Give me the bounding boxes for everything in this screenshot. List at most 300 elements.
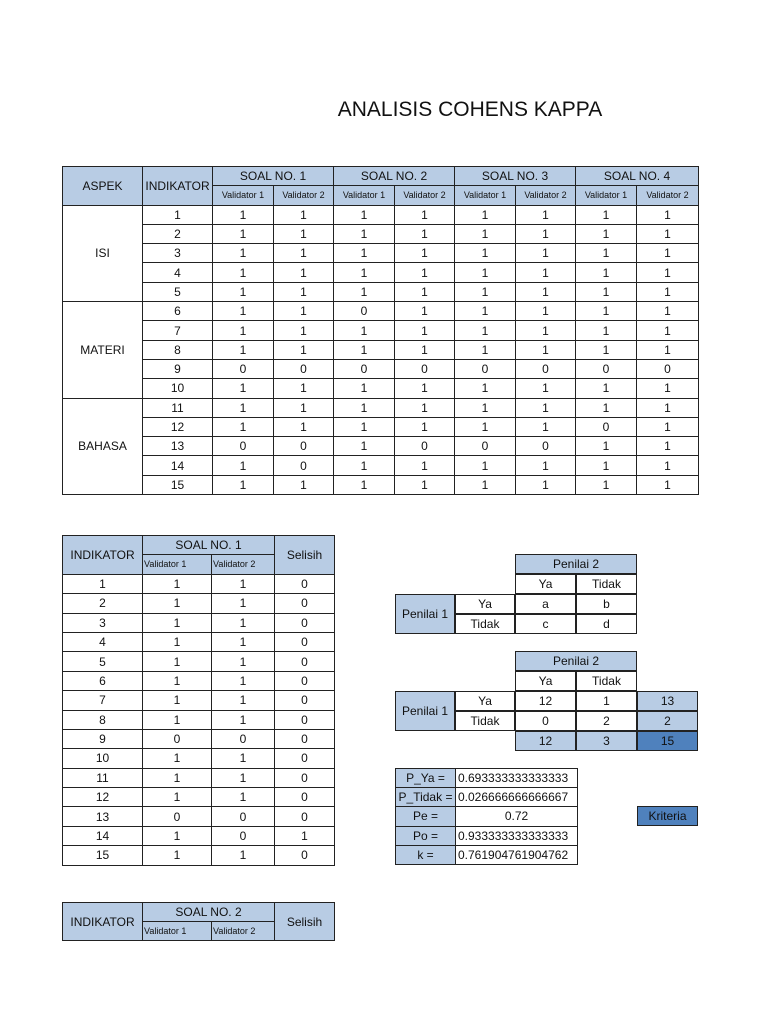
score-cell: 1 — [516, 302, 576, 321]
soal-header: SOAL NO. 2 — [143, 903, 275, 922]
table-row — [63, 846, 335, 865]
validator1-cell: 1 — [143, 788, 212, 807]
score-cell: 1 — [274, 205, 334, 224]
indikator-cell: 15 — [143, 475, 213, 494]
tidak-label: Tidak — [455, 711, 515, 731]
score-cell: 1 — [637, 456, 699, 475]
validator2-cell: 1 — [212, 710, 275, 729]
contingency-values-table — [395, 651, 698, 751]
validator2-cell: 1 — [212, 671, 275, 690]
score-cell: 1 — [213, 456, 274, 475]
score-cell: 1 — [334, 437, 395, 456]
score-cell: 1 — [213, 244, 274, 263]
score-cell: 1 — [334, 398, 395, 417]
selisih-cell: 0 — [275, 729, 335, 748]
score-cell: 1 — [274, 379, 334, 398]
indikator-cell: 10 — [143, 379, 213, 398]
score-cell: 1 — [516, 282, 576, 301]
soal-header: SOAL NO. 2 — [334, 167, 455, 186]
score-cell: 1 — [213, 263, 274, 282]
selisih-cell: 0 — [275, 749, 335, 768]
soal-header: SOAL NO. 3 — [455, 167, 576, 186]
score-cell: 1 — [637, 302, 699, 321]
aspek-cell: ISI — [63, 205, 143, 301]
validator1-cell: 1 — [143, 671, 212, 690]
row-total: 2 — [637, 711, 698, 731]
score-cell: 1 — [637, 244, 699, 263]
validator2-cell: 1 — [212, 574, 275, 593]
selisih-header: Selisih — [275, 536, 335, 575]
score-cell: 1 — [576, 398, 637, 417]
score-cell: 1 — [334, 282, 395, 301]
indikator-cell: 8 — [143, 340, 213, 359]
validator1-cell: 1 — [143, 613, 212, 632]
stat-label: Pe = — [396, 807, 456, 826]
table-row — [63, 475, 699, 494]
stat-value: 0.933333333333333 — [456, 826, 578, 845]
validator2-cell: 1 — [212, 613, 275, 632]
validator1-cell: 1 — [143, 846, 212, 865]
score-cell: 0 — [274, 456, 334, 475]
kriteria-label: Kriteria — [638, 807, 698, 826]
table-row — [63, 632, 335, 651]
stat-row — [396, 826, 578, 845]
validator-header: Validator 1 — [213, 186, 274, 205]
selisih-cell: 0 — [275, 710, 335, 729]
indikator-cell: 6 — [63, 671, 143, 690]
score-cell: 0 — [334, 359, 395, 378]
score-cell: 1 — [637, 475, 699, 494]
score-cell: 1 — [576, 244, 637, 263]
score-cell: 1 — [576, 340, 637, 359]
score-cell: 1 — [334, 244, 395, 263]
score-cell: 1 — [576, 456, 637, 475]
table-row — [63, 417, 699, 436]
score-cell: 1 — [455, 205, 516, 224]
score-cell: 0 — [455, 359, 516, 378]
validator-header: Validator 1 — [143, 922, 212, 941]
validator-header: Validator 1 — [576, 186, 637, 205]
indikator-cell: 8 — [63, 710, 143, 729]
validator2-cell: 1 — [212, 749, 275, 768]
score-cell: 0 — [395, 437, 455, 456]
score-cell: 0 — [455, 437, 516, 456]
validator2-cell: 0 — [212, 807, 275, 826]
score-cell: 1 — [213, 321, 274, 340]
soal1-selisih-table — [62, 535, 335, 866]
penilai1-header: Penilai 1 — [395, 691, 455, 731]
ya-label: Ya — [455, 594, 515, 614]
validator-header: Validator 2 — [212, 922, 275, 941]
indikator-cell: 11 — [143, 398, 213, 417]
validator-header: Validator 2 — [274, 186, 334, 205]
score-cell: 1 — [274, 302, 334, 321]
indikator-cell: 14 — [63, 826, 143, 845]
score-cell: 1 — [516, 475, 576, 494]
table-row — [63, 456, 699, 475]
validator1-cell: 1 — [143, 574, 212, 593]
validator2-cell: 1 — [212, 788, 275, 807]
score-cell: 1 — [274, 475, 334, 494]
selisih-cell: 0 — [275, 632, 335, 651]
indikator-cell: 6 — [143, 302, 213, 321]
score-cell: 1 — [516, 340, 576, 359]
score-cell: 1 — [637, 417, 699, 436]
score-cell: 1 — [637, 340, 699, 359]
ya-header: Ya — [515, 574, 576, 594]
score-cell: 1 — [455, 340, 516, 359]
indikator-cell: 10 — [63, 749, 143, 768]
score-cell: 1 — [274, 321, 334, 340]
indikator-cell: 5 — [63, 652, 143, 671]
soal-header: SOAL NO. 1 — [213, 167, 334, 186]
score-cell: 1 — [576, 321, 637, 340]
indikator-cell: 1 — [63, 574, 143, 593]
score-cell: 0 — [516, 359, 576, 378]
table-row — [63, 594, 335, 613]
kriteria-box — [637, 806, 698, 826]
indikator-cell: 1 — [143, 205, 213, 224]
indikator-cell: 14 — [143, 456, 213, 475]
score-cell: 1 — [455, 321, 516, 340]
selisih-header: Selisih — [275, 903, 335, 941]
score-cell: 0 — [395, 359, 455, 378]
indikator-cell: 2 — [143, 224, 213, 243]
table-row — [63, 671, 335, 690]
indikator-cell: 5 — [143, 282, 213, 301]
score-cell: 1 — [334, 340, 395, 359]
score-cell: 1 — [334, 224, 395, 243]
score-cell: 1 — [213, 302, 274, 321]
score-cell: 1 — [516, 398, 576, 417]
score-cell: 1 — [395, 205, 455, 224]
validator2-cell: 0 — [212, 826, 275, 845]
table-row — [63, 359, 699, 378]
penilai2-header: Penilai 2 — [515, 651, 637, 671]
score-cell: 1 — [395, 456, 455, 475]
validator-header: Validator 1 — [334, 186, 395, 205]
score-cell: 1 — [455, 379, 516, 398]
score-cell: 1 — [395, 340, 455, 359]
score-cell: 1 — [516, 205, 576, 224]
score-cell: 1 — [274, 224, 334, 243]
cell-a: a — [515, 594, 576, 614]
indikator-cell: 11 — [63, 768, 143, 787]
score-cell: 1 — [213, 340, 274, 359]
table-row — [63, 652, 335, 671]
score-cell: 1 — [637, 398, 699, 417]
indikator-cell: 13 — [63, 807, 143, 826]
tidak-label: Tidak — [455, 614, 515, 634]
score-cell: 1 — [455, 302, 516, 321]
indikator-header: INDIKATOR — [63, 903, 143, 941]
tidak-header: Tidak — [576, 671, 637, 691]
selisih-cell: 0 — [275, 594, 335, 613]
score-cell: 1 — [213, 475, 274, 494]
score-cell: 1 — [516, 456, 576, 475]
table-row — [63, 788, 335, 807]
score-cell: 0 — [576, 417, 637, 436]
score-cell: 1 — [516, 244, 576, 263]
indikator-cell: 3 — [143, 244, 213, 263]
score-cell: 1 — [213, 205, 274, 224]
indikator-header: INDIKATOR — [143, 167, 213, 206]
score-cell: 1 — [334, 456, 395, 475]
selisih-cell: 0 — [275, 613, 335, 632]
stat-value: 0.693333333333333 — [456, 769, 578, 788]
selisih-cell: 0 — [275, 768, 335, 787]
indikator-cell: 15 — [63, 846, 143, 865]
table-row — [63, 398, 699, 417]
score-cell: 1 — [516, 321, 576, 340]
validator2-cell: 1 — [212, 691, 275, 710]
validator-header: Validator 2 — [637, 186, 699, 205]
score-cell: 1 — [455, 224, 516, 243]
score-cell: 1 — [395, 224, 455, 243]
score-cell: 1 — [395, 417, 455, 436]
validator1-cell: 1 — [143, 632, 212, 651]
score-cell: 0 — [274, 359, 334, 378]
cell-d: d — [576, 614, 637, 634]
score-cell: 1 — [395, 263, 455, 282]
grand-total: 15 — [637, 731, 698, 751]
col-total: 12 — [515, 731, 576, 751]
table-row — [63, 574, 335, 593]
selisih-cell: 1 — [275, 826, 335, 845]
score-cell: 1 — [516, 379, 576, 398]
score-cell: 0 — [334, 302, 395, 321]
score-cell: 1 — [274, 263, 334, 282]
indikator-cell: 7 — [143, 321, 213, 340]
main-validation-table — [62, 166, 699, 495]
kappa-stats-table — [395, 768, 578, 865]
table-row — [63, 205, 699, 224]
validator1-cell: 1 — [143, 826, 212, 845]
score-cell: 1 — [395, 321, 455, 340]
score-cell: 1 — [637, 282, 699, 301]
score-cell: 1 — [637, 321, 699, 340]
stat-value: 0.761904761904762 — [456, 845, 578, 864]
selisih-cell: 0 — [275, 652, 335, 671]
table-row — [63, 244, 699, 263]
score-cell: 1 — [455, 417, 516, 436]
score-cell: 1 — [637, 437, 699, 456]
table-row — [63, 768, 335, 787]
stat-value: 0.026666666666667 — [456, 788, 578, 807]
score-cell: 1 — [334, 263, 395, 282]
table-row — [63, 710, 335, 729]
score-cell: 1 — [455, 398, 516, 417]
score-cell: 1 — [516, 224, 576, 243]
ya-header: Ya — [515, 671, 576, 691]
score-cell: 1 — [637, 224, 699, 243]
soal-header: SOAL NO. 1 — [143, 536, 275, 555]
validator1-cell: 0 — [143, 729, 212, 748]
selisih-cell: 0 — [275, 574, 335, 593]
indikator-cell: 13 — [143, 437, 213, 456]
validator1-cell: 1 — [143, 691, 212, 710]
score-cell: 1 — [516, 417, 576, 436]
score-cell: 0 — [576, 359, 637, 378]
validator2-cell: 1 — [212, 652, 275, 671]
indikator-cell: 9 — [143, 359, 213, 378]
table-row — [63, 807, 335, 826]
indikator-cell: 4 — [143, 263, 213, 282]
indikator-cell: 9 — [63, 729, 143, 748]
score-cell: 1 — [334, 321, 395, 340]
score-cell: 1 — [213, 417, 274, 436]
score-cell: 1 — [334, 417, 395, 436]
score-cell: 1 — [213, 398, 274, 417]
score-cell: 1 — [395, 475, 455, 494]
cell-b-value: 1 — [576, 691, 637, 711]
validator2-cell: 1 — [212, 594, 275, 613]
validator2-cell: 1 — [212, 768, 275, 787]
table-row — [63, 340, 699, 359]
score-cell: 1 — [637, 205, 699, 224]
score-cell: 1 — [395, 244, 455, 263]
table-row — [63, 691, 335, 710]
validator1-cell: 1 — [143, 749, 212, 768]
validator1-cell: 1 — [143, 768, 212, 787]
score-cell: 1 — [274, 244, 334, 263]
table-row — [63, 282, 699, 301]
row-total: 13 — [637, 691, 698, 711]
score-cell: 1 — [213, 282, 274, 301]
indikator-cell: 4 — [63, 632, 143, 651]
score-cell: 1 — [334, 475, 395, 494]
stat-row — [396, 845, 578, 864]
score-cell: 1 — [395, 379, 455, 398]
selisih-cell: 0 — [275, 691, 335, 710]
indikator-cell: 12 — [63, 788, 143, 807]
indikator-cell: 3 — [63, 613, 143, 632]
validator1-cell: 1 — [143, 710, 212, 729]
table-row — [63, 613, 335, 632]
cell-a-value: 12 — [515, 691, 576, 711]
table-row — [63, 749, 335, 768]
indikator-header: INDIKATOR — [63, 536, 143, 575]
score-cell: 1 — [455, 244, 516, 263]
stat-label: P_Tidak = — [396, 788, 456, 807]
validator-header: Validator 1 — [143, 555, 212, 574]
score-cell: 1 — [334, 379, 395, 398]
score-cell: 1 — [274, 398, 334, 417]
score-cell: 0 — [274, 437, 334, 456]
page-title: ANALISIS COHENS KAPPA — [337, 98, 603, 121]
score-cell: 1 — [576, 205, 637, 224]
score-cell: 1 — [576, 263, 637, 282]
table-row — [63, 263, 699, 282]
score-cell: 1 — [637, 263, 699, 282]
indikator-cell: 12 — [143, 417, 213, 436]
selisih-cell: 0 — [275, 788, 335, 807]
aspek-cell: MATERI — [63, 302, 143, 398]
table-row — [63, 826, 335, 845]
score-cell: 1 — [576, 379, 637, 398]
table-row — [63, 379, 699, 398]
selisih-cell: 0 — [275, 671, 335, 690]
validator1-cell: 1 — [143, 652, 212, 671]
score-cell: 1 — [576, 302, 637, 321]
score-cell: 1 — [274, 282, 334, 301]
score-cell: 1 — [334, 205, 395, 224]
score-cell: 1 — [395, 302, 455, 321]
table-row — [63, 437, 699, 456]
stat-label: k = — [396, 845, 456, 864]
score-cell: 1 — [576, 224, 637, 243]
cell-c: c — [515, 614, 576, 634]
contingency-template-table — [395, 554, 637, 634]
stat-value: 0.72 — [456, 807, 578, 826]
table-row — [63, 224, 699, 243]
score-cell: 1 — [455, 282, 516, 301]
cell-c-value: 0 — [515, 711, 576, 731]
aspek-header: ASPEK — [63, 167, 143, 206]
table-row — [63, 729, 335, 748]
table-row — [63, 302, 699, 321]
validator1-cell: 0 — [143, 807, 212, 826]
score-cell: 1 — [576, 475, 637, 494]
aspek-cell: BAHASA — [63, 398, 143, 494]
ya-label: Ya — [455, 691, 515, 711]
score-cell: 0 — [213, 437, 274, 456]
stat-row — [396, 788, 578, 807]
score-cell: 0 — [213, 359, 274, 378]
score-cell: 1 — [576, 437, 637, 456]
cell-d-value: 2 — [576, 711, 637, 731]
score-cell: 1 — [637, 379, 699, 398]
score-cell: 1 — [395, 282, 455, 301]
stat-label: Po = — [396, 826, 456, 845]
penilai1-header: Penilai 1 — [395, 594, 455, 634]
score-cell: 0 — [516, 437, 576, 456]
selisih-cell: 0 — [275, 807, 335, 826]
indikator-cell: 7 — [63, 691, 143, 710]
cell-b: b — [576, 594, 637, 614]
soal2-selisih-table — [62, 902, 335, 941]
score-cell: 1 — [274, 340, 334, 359]
score-cell: 1 — [576, 282, 637, 301]
validator-header: Validator 2 — [212, 555, 275, 574]
validator-header: Validator 1 — [455, 186, 516, 205]
stat-row — [396, 769, 578, 788]
validator2-cell: 0 — [212, 729, 275, 748]
validator2-cell: 1 — [212, 632, 275, 651]
validator-header: Validator 2 — [516, 186, 576, 205]
stat-label: P_Ya = — [396, 769, 456, 788]
penilai2-header: Penilai 2 — [515, 554, 637, 574]
soal-header: SOAL NO. 4 — [576, 167, 699, 186]
score-cell: 1 — [455, 475, 516, 494]
score-cell: 1 — [395, 398, 455, 417]
tidak-header: Tidak — [576, 574, 637, 594]
indikator-cell: 2 — [63, 594, 143, 613]
validator1-cell: 1 — [143, 594, 212, 613]
col-total: 3 — [576, 731, 637, 751]
score-cell: 0 — [637, 359, 699, 378]
validator-header: Validator 2 — [395, 186, 455, 205]
score-cell: 1 — [455, 263, 516, 282]
selisih-cell: 0 — [275, 846, 335, 865]
score-cell: 1 — [516, 263, 576, 282]
score-cell: 1 — [213, 379, 274, 398]
stat-row — [396, 807, 578, 826]
score-cell: 1 — [455, 456, 516, 475]
table-row — [63, 321, 699, 340]
score-cell: 1 — [213, 224, 274, 243]
validator2-cell: 1 — [212, 846, 275, 865]
